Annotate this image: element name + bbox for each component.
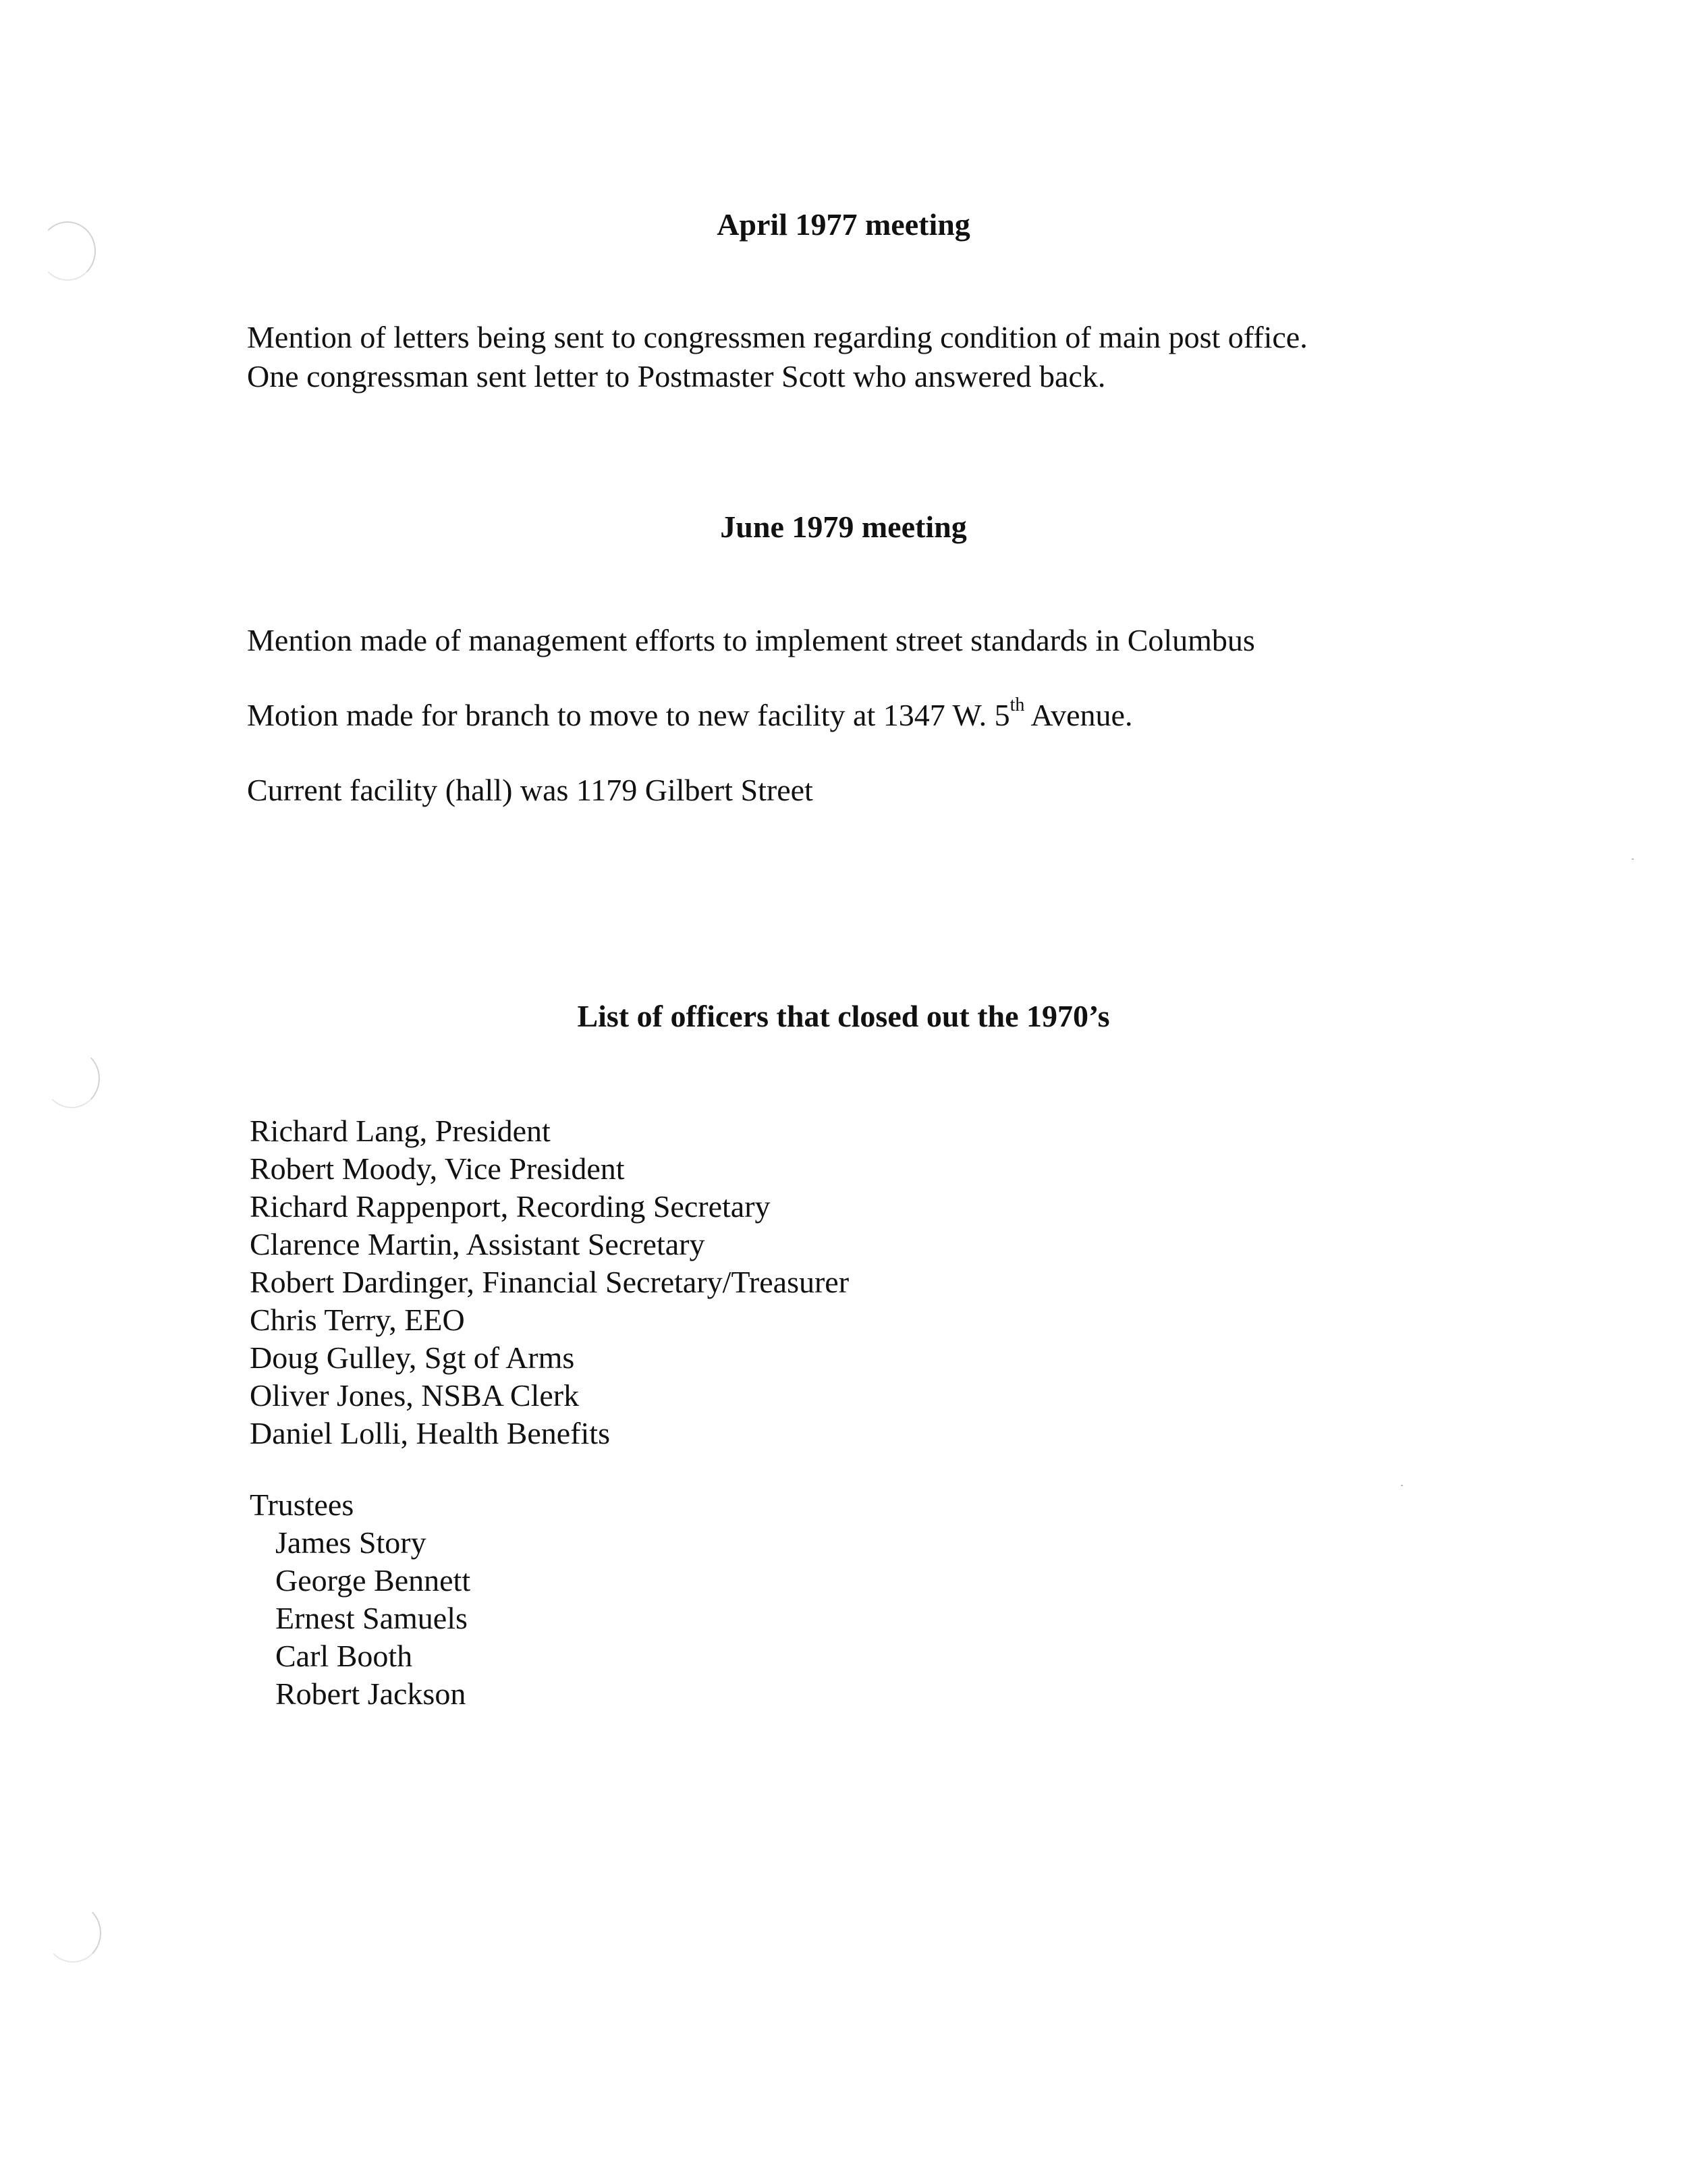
officer-item: Robert Dardinger, Financial Secretary/Treasurer [250, 1265, 850, 1299]
officer-item: Oliver Jones, NSBA Clerk [250, 1378, 580, 1413]
officer-item: Richard Rappenport, Recording Secretary [250, 1189, 771, 1224]
officer-item: Chris Terry, EEO [250, 1303, 465, 1337]
officer-item: Richard Lang, President [250, 1114, 551, 1148]
april-1977-line-2: One congressman sent letter to Postmaster Scott who answered back. [247, 359, 1106, 393]
officer-item: Robert Moody, Vice President [250, 1151, 625, 1186]
officer-item: Daniel Lolli, Health Benefits [250, 1416, 610, 1450]
scan-speck [1632, 858, 1634, 860]
april-1977-line-1: Mention of letters being sent to congressmen regarding condition of main post office. [247, 320, 1308, 354]
trustee-item: Carl Booth [275, 1639, 413, 1673]
trustees-list [250, 1486, 470, 1713]
june-1979-line-2-end: Avenue. [1024, 698, 1133, 732]
punch-hole-mark [43, 1049, 100, 1108]
june-1979-heading: June 1979 meeting [720, 510, 967, 544]
trustee-item: George Bennett [275, 1563, 471, 1598]
june-1979-line-3: Current facility (hall) was 1179 Gilbert Street [247, 773, 813, 807]
scan-speck [1401, 1485, 1403, 1486]
officer-item: Clarence Martin, Assistant Secretary [250, 1227, 705, 1261]
april-1977-heading: April 1977 meeting [717, 207, 970, 242]
trustee-item: Robert Jackson [275, 1676, 466, 1711]
officers-list [250, 1112, 849, 1452]
trustees-label: Trustees [250, 1487, 354, 1522]
officer-item: Doug Gulley, Sgt of Arms [250, 1340, 575, 1375]
june-1979-line-2 [247, 696, 1132, 735]
june-1979-line-1: Mention made of management efforts to implement street standards in Columbus [247, 623, 1255, 657]
punch-hole-mark [45, 1903, 101, 1963]
ordinal-suffix: th [1010, 694, 1025, 715]
june-1979-line-2-text: Motion made for branch to move to new facility at 1347 W. 5 [247, 698, 1010, 732]
trustee-item: Ernest Samuels [275, 1601, 468, 1635]
trustee-item: James Story [275, 1525, 426, 1560]
officers-heading: List of officers that closed out the 1970’s [577, 999, 1110, 1033]
